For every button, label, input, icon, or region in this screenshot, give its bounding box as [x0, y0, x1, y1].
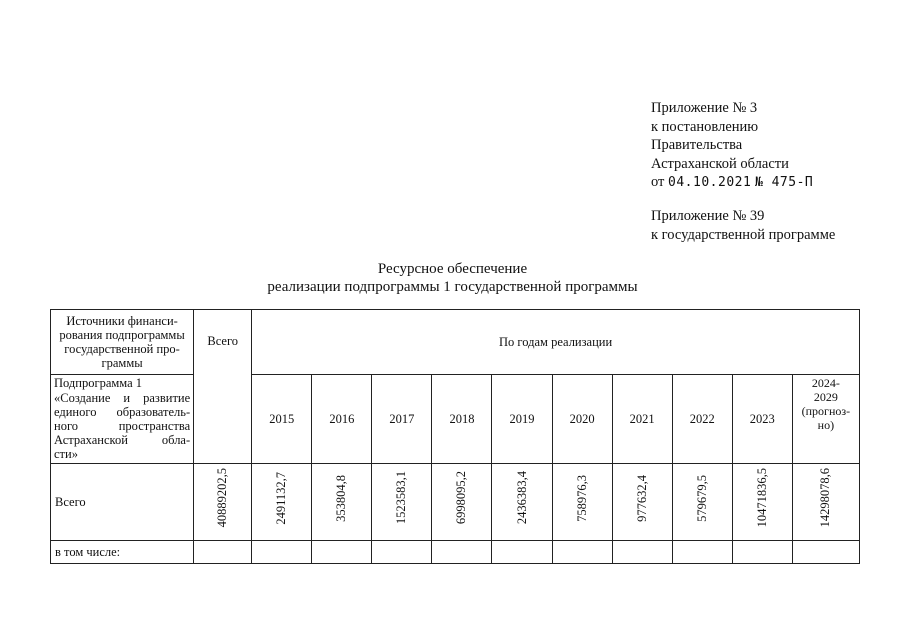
appendix-top-line: к постановлению [651, 118, 759, 135]
document-title-line-2: реализации подпрограммы 1 государственной программы [267, 279, 638, 295]
document-title-line-1: Ресурсное обеспечение [377, 261, 528, 277]
year-value-cell [612, 464, 672, 541]
empty-cell [372, 541, 432, 564]
subprogram-line: «Создание и развитие [54, 390, 191, 405]
year-header: 2015 [252, 375, 312, 464]
empty-cell [312, 541, 372, 564]
subprogram-line: сти» [54, 447, 78, 462]
forecast-line: 2024- [811, 376, 840, 390]
table-row-including [51, 541, 860, 564]
year-value-cell [372, 464, 432, 541]
year-value: 2436383,4 [514, 471, 529, 525]
year-value-cell [432, 464, 492, 541]
decree-number: № 475-П [754, 175, 814, 191]
year-value-cell [492, 464, 552, 541]
year-header: 2023 [732, 375, 792, 464]
subprogram-description [51, 375, 194, 464]
appendix-top-line: Астраханской области [651, 155, 789, 172]
empty-cell [252, 541, 312, 564]
year-value: 2491132,7 [274, 471, 289, 525]
appendix-top-block [651, 99, 813, 193]
empty-cell [732, 541, 792, 564]
decree-line [651, 173, 813, 193]
appendix-bottom-line: Приложение № 39 [651, 208, 765, 224]
year-value: 10471836,5 [754, 468, 769, 528]
empty-cell [672, 541, 732, 564]
table-years-row [51, 375, 860, 464]
year-value-cell [252, 464, 312, 541]
appendix-top-line: Приложение № 3 [651, 100, 758, 116]
empty-cell [194, 541, 252, 564]
subprogram-line: Астраханской обла- [54, 433, 191, 448]
header-sources: Источники финанси-рования подпрограммы государственной про-граммы [51, 310, 194, 375]
subprogram-line: ного пространства [54, 419, 191, 433]
year-value: 1523583,1 [394, 471, 409, 525]
year-header: 2019 [492, 375, 552, 464]
year-value: 758976,3 [574, 474, 589, 522]
appendix-bottom-line: к государственной программе [651, 226, 836, 243]
year-header-forecast [792, 375, 859, 464]
total-value: 40889202,5 [215, 468, 230, 528]
forecast-line: но) [817, 418, 835, 432]
year-value-cell [312, 464, 372, 541]
table-row-total [51, 464, 860, 541]
empty-cell [612, 541, 672, 564]
year-value-cell [672, 464, 732, 541]
year-value: 579679,5 [694, 474, 709, 522]
header-by-years: По годам реализации [252, 310, 860, 375]
year-value-cell [792, 464, 859, 541]
decree-prefix: от [651, 174, 665, 191]
document-title [180, 260, 725, 296]
year-header: 2018 [432, 375, 492, 464]
forecast-line: 2029 [813, 390, 838, 404]
resource-table [50, 309, 860, 564]
year-header: 2020 [552, 375, 612, 464]
subprogram-line: Подпрограмма 1 [54, 376, 143, 391]
year-value-cell [552, 464, 612, 541]
empty-cell [432, 541, 492, 564]
empty-cell [792, 541, 859, 564]
row-label-total: Всего [51, 464, 194, 541]
year-header: 2017 [372, 375, 432, 464]
forecast-line: (прогноз- [801, 404, 851, 418]
row-label-including: в том числе: [51, 541, 194, 564]
empty-cell [552, 541, 612, 564]
empty-cell [492, 541, 552, 564]
decree-date: 04.10.2021 [668, 175, 752, 191]
year-value: 14298078,6 [818, 468, 833, 528]
year-value-cell [732, 464, 792, 541]
subprogram-line: единого образователь- [54, 404, 191, 419]
year-value: 6998095,2 [454, 471, 469, 525]
total-cell [194, 464, 252, 541]
appendix-top-line: Правительства [651, 137, 743, 154]
year-header: 2022 [672, 375, 732, 464]
table-header-row [51, 310, 860, 375]
year-header: 2021 [612, 375, 672, 464]
year-value: 353804,8 [334, 474, 349, 522]
appendix-bottom-block [651, 207, 835, 244]
header-total: Всего [194, 310, 252, 464]
year-header: 2016 [312, 375, 372, 464]
year-value: 977632,4 [634, 474, 649, 522]
